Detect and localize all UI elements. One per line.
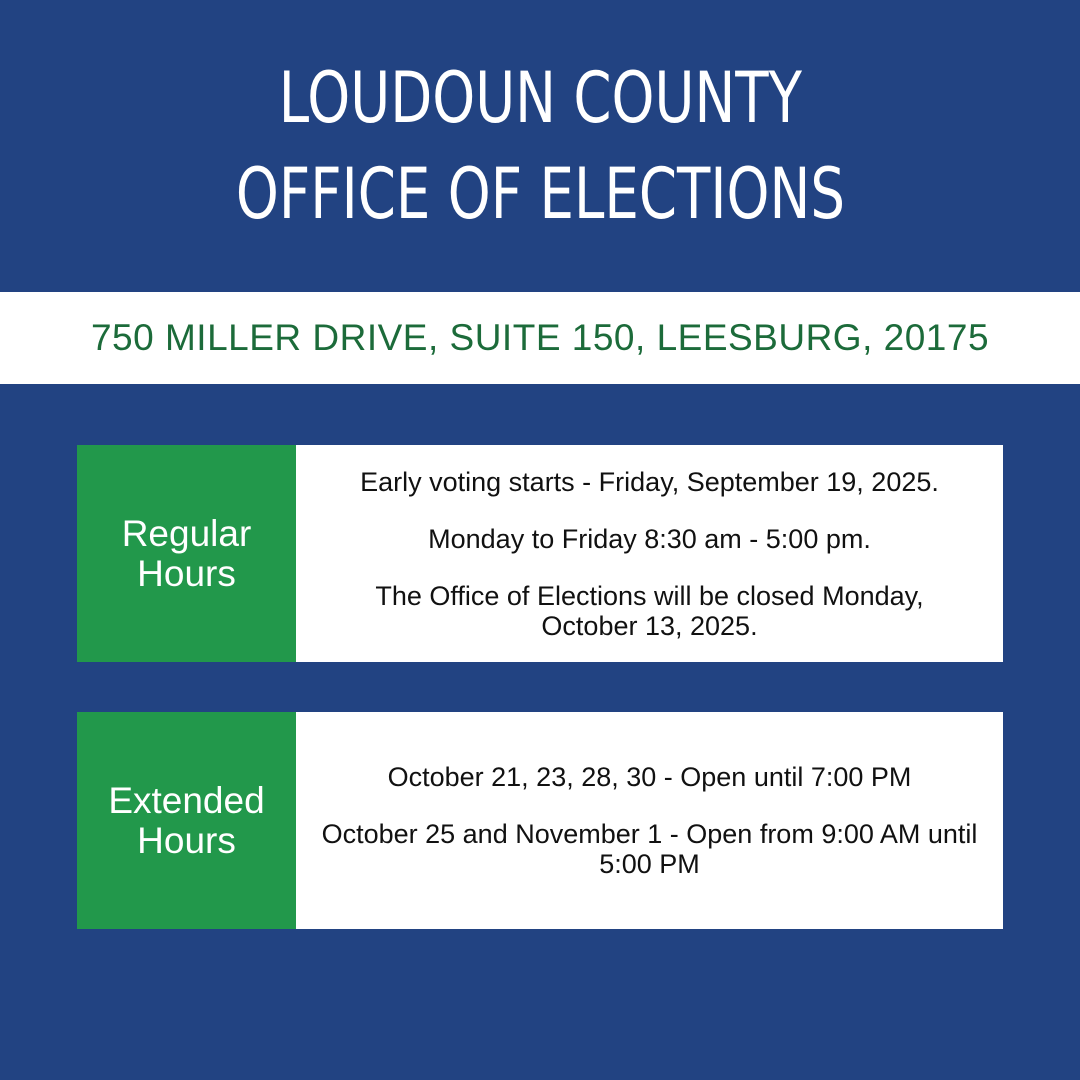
extended-hours-line-1: October 21, 23, 28, 30 - Open until 7:00 PM — [387, 762, 912, 792]
extended-hours-body — [296, 712, 1003, 929]
extended-hours-line-2: October 25 and November 1 - Open from 9:00 AM until 5:00 PM — [321, 819, 978, 879]
regular-hours-label — [77, 445, 296, 662]
title-line-2: OFFICE OF ELECTIONS — [235, 153, 845, 235]
extended-hours-label — [77, 712, 296, 929]
regular-hours-label-line1: Regular — [121, 512, 252, 554]
title-line-1: LOUDOUN COUNTY — [278, 57, 802, 139]
regular-hours-line-2: Monday to Friday 8:30 am - 5:00 pm. — [428, 523, 871, 554]
header — [0, 0, 1080, 292]
extended-hours-label-line2: Hours — [137, 819, 236, 861]
address-band — [0, 292, 1080, 384]
address-text: 750 MILLER DRIVE, SUITE 150, LEESBURG, 20175 — [90, 317, 990, 358]
regular-hours-body — [296, 445, 1003, 662]
regular-hours-card — [77, 445, 1003, 662]
regular-hours-label-line2: Hours — [137, 552, 236, 594]
regular-hours-line-3: The Office of Elections will be closed Monday, October 13, 2025. — [375, 580, 924, 641]
extended-hours-card — [77, 712, 1003, 929]
extended-hours-label-line1: Extended — [108, 779, 265, 821]
regular-hours-line-1: Early voting starts - Friday, September 19, 2025. — [360, 466, 939, 497]
